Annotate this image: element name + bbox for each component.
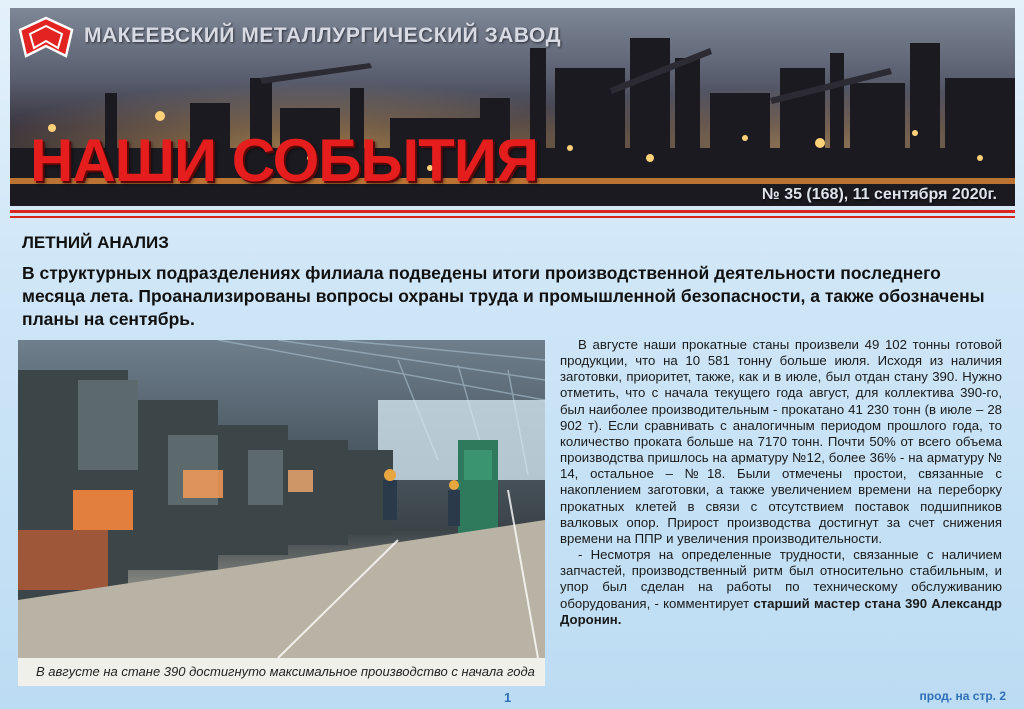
red-divider-line bbox=[10, 216, 1015, 218]
rolling-mill-illustration bbox=[18, 340, 545, 686]
issue-info: № 35 (168), 11 сентября 2020г. bbox=[761, 186, 997, 203]
quote-text: - Несмотря на определенные трудности, связанные с наличием запчастей, производственный ритм был относительно стабильным, и упор был сделан на работы по техническому обслуживанию оборудования, - комментирует bbox=[560, 547, 1002, 611]
red-divider-line bbox=[10, 210, 1015, 213]
article-headline: ЛЕТНИЙ АНАЛИЗ bbox=[22, 233, 169, 252]
article-body bbox=[560, 337, 1002, 628]
article-lead: В структурных подразделениях филиала подведены итоги производственной деятельности последнего месяца лета. Проанализированы вопросы охраны труда и промышленной безопасности, а также обозначены планы на сентябрь. bbox=[22, 263, 985, 329]
header-banner bbox=[10, 8, 1015, 206]
quote-author: старший мастер стана 390 Александр Доронин. bbox=[560, 595, 1002, 627]
article-paragraph: В августе наши прокатные станы произвели 49 102 тонны готовой продукции, что на 10 581 тонну больше июля. Исходя из наличия заготовки, приоритет, также, как и в июле, был отдан стану 390. Нужно отметить, что с начала текущего года август, для коллектива 390-го, был наиболее производительным - прокатано 41 230 тонн (в июле – 28 902 т). Если сравнивать с аналогичным периодом прошлого года, то количество проката больше на 7170 тонн. Почти 50% от всего объема производства пришлось на арматуру №12, более 36% - на арматуру № 14, остальное – №18. Были отмечены простои, связанные с накоплением заготовки, а также увеличением времени на переборку прокатных клетей в связи с отсутствием поставок подшипников валковых опор. Прирост производства достигнут за счет снижения времени на ППР и увеличения производительности. bbox=[560, 337, 1002, 546]
photo-caption: В августе на стане 390 достигнуто максимальное производство с начала года bbox=[18, 658, 545, 686]
company-name: МАКЕЕВСКИЙ МЕТАЛЛУРГИЧЕСКИЙ ЗАВОД bbox=[84, 24, 562, 47]
page-number: 1 bbox=[504, 690, 512, 705]
company-logo bbox=[18, 16, 74, 60]
article-paragraph-quote bbox=[560, 547, 1002, 628]
rolling-mill-photo bbox=[18, 340, 545, 686]
section-title: НАШИ СОБЫТИЯ bbox=[30, 127, 539, 194]
continued-link[interactable]: прод. на стр. 2 bbox=[919, 689, 1006, 703]
